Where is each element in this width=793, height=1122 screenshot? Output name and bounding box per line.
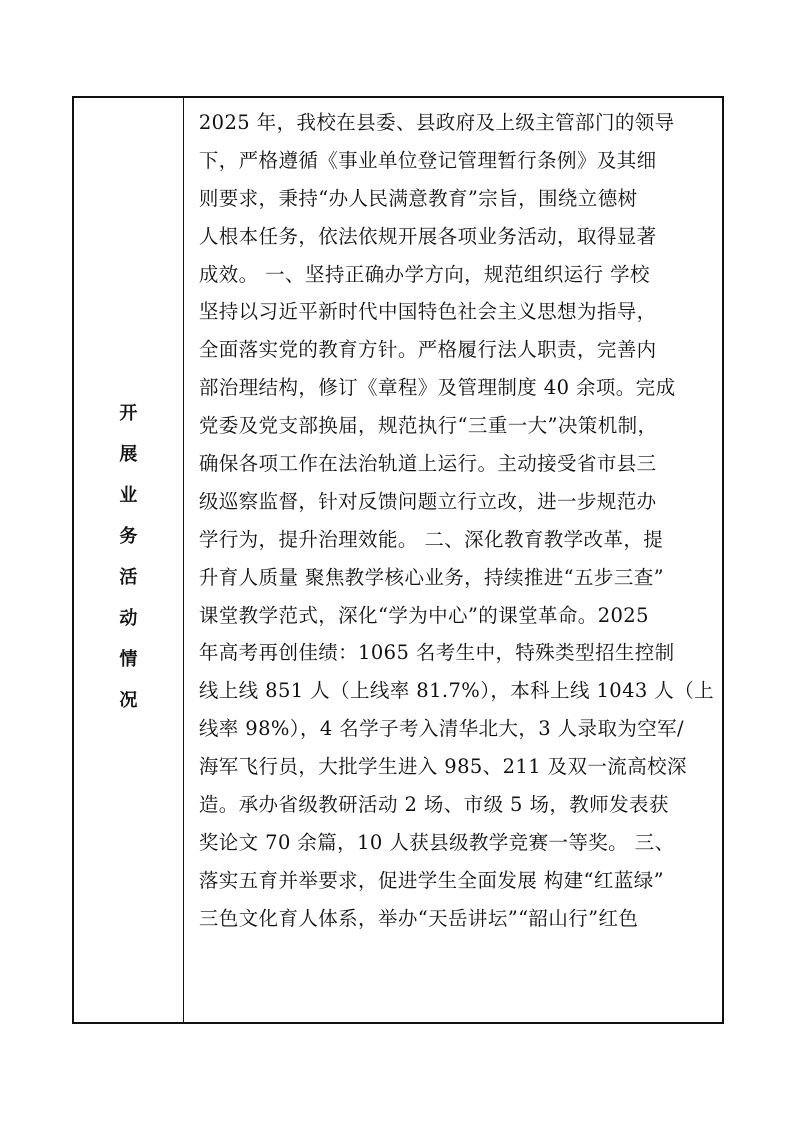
section-label-char: 情 [119, 649, 138, 670]
activity-content-cell [184, 98, 722, 1022]
content-line: 2025 年，我校在县委、县政府及上级主管部门的领导 [198, 111, 675, 134]
content-line: 线率 98%），4 名学子考入清华北大，3 人录取为空军/ [198, 717, 685, 741]
content-line: 确保各项工作在法治轨道上运行。主动接受省市县三 [198, 452, 657, 476]
content-line: 部治理结构，修订《章程》及管理制度 40 余项。完成 [198, 376, 676, 400]
content-line: 全面落实党的教育方针。严格履行法人职责，完善内 [198, 338, 657, 362]
section-label-char: 况 [119, 690, 138, 711]
section-label-char: 开 [119, 403, 138, 424]
content-line: 人根本任务，依法依规开展各项业务活动，取得显著 [198, 224, 657, 248]
section-label-char: 展 [119, 444, 138, 465]
content-line: 年高考再创佳绩：1065 名考生中，特殊类型招生控制 [198, 641, 675, 665]
content-line: 党委及党支部换届，规范执行“三重一大”决策机制， [198, 414, 658, 438]
section-label-char: 务 [119, 526, 138, 547]
content-line: 成效。 一、坚持正确办学方向，规范组织运行 学校 [198, 262, 650, 286]
content-line: 级巡察监督，针对反馈问题立行立改，进一步规范办 [198, 489, 657, 513]
content-line: 坚持以习近平新时代中国特色社会主义思想为指导， [198, 300, 657, 324]
content-line: 落实五育并举要求，促进学生全面发展 构建“红蓝绿” [198, 868, 664, 892]
content-line: 海军飞行员，大批学生进入 985、211 及双一流高校深 [198, 755, 687, 779]
content-line: 造。承办省级教研活动 2 场、市级 5 场，教师发表获 [198, 793, 669, 817]
content-line: 升育人质量 聚焦教学核心业务，持续推进“五步三查” [198, 565, 664, 589]
section-label-char: 活 [119, 567, 138, 588]
content-line: 三色文化育人体系，举办“天岳讲坛”“韶山行”红色 [198, 906, 639, 930]
section-label-char: 业 [119, 485, 138, 506]
content-line: 奖论文 70 余篇，10 人获县级教学竞赛一等奖。 三、 [198, 830, 675, 854]
content-line: 学行为，提升治理效能。 二、深化教育教学改革，提 [198, 527, 664, 551]
content-line: 课堂教学范式，深化“学为中心”的课堂革命。2025 [198, 603, 649, 627]
content-line: 下，严格遵循《事业单位登记管理暂行条例》及其细 [198, 148, 657, 172]
content-line: 则要求，秉持“办人民满意教育”宗旨，围绕立德树 [198, 186, 638, 210]
content-line: 线上线 851 人（上线率 81.7%），本科上线 1043 人（上 [198, 679, 714, 703]
section-label-cell [74, 98, 184, 1022]
business-activity-table [72, 96, 724, 1024]
section-label-char: 动 [119, 608, 138, 629]
